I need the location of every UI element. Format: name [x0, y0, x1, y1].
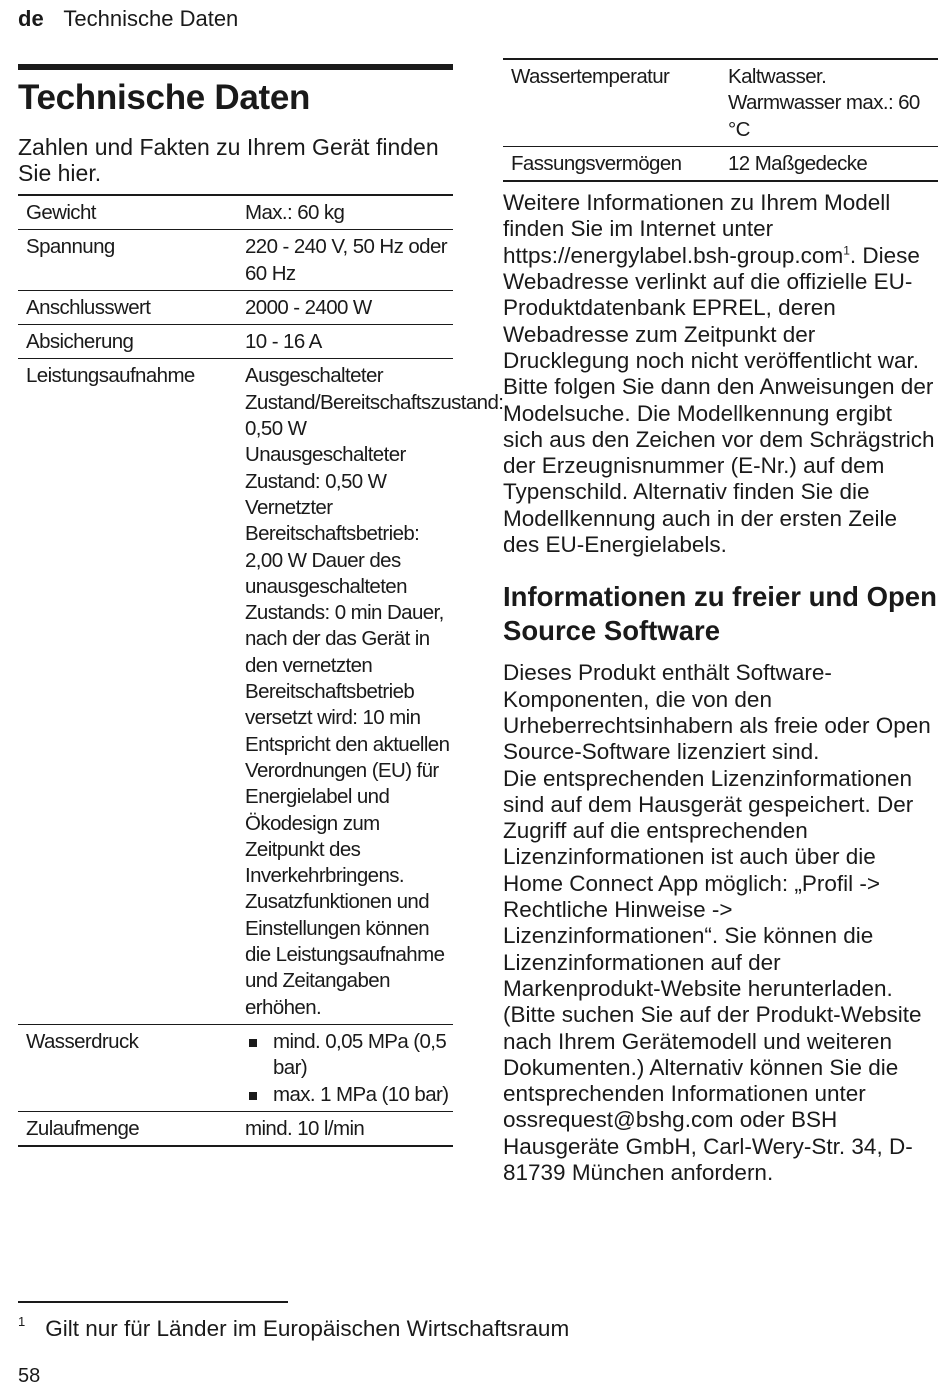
spec-label: Absicherung	[26, 330, 134, 354]
footnote-text: Gilt nur für Länder im Europäischen Wirtschaftsraum	[45, 1316, 570, 1341]
table-row-anschlusswert	[18, 290, 453, 324]
spec-label: Wasserdruck	[26, 1029, 139, 1053]
spec-value: 12 Maßgedecke	[728, 151, 868, 175]
intro-text: Zahlen und Fakten zu Ihrem Gerät finden Sie hier.	[18, 134, 439, 186]
bullet-list	[245, 1029, 453, 1108]
spec-value	[235, 1024, 453, 1111]
page-number: 58	[18, 1365, 41, 1387]
header-title: Technische Daten	[63, 6, 239, 31]
spec-value: mind. 10 l/min	[245, 1116, 365, 1140]
model-info-text: Weitere Informationen zu Ihrem Modell finden Sie im Internet unter https://energylabel.bsh-group.com	[503, 190, 891, 268]
spec-label: Fassungsvermögen	[511, 151, 682, 175]
footnote-ref: 1	[843, 243, 850, 258]
left-column	[18, 64, 504, 1147]
model-info-paragraph	[503, 190, 938, 558]
table-row-zulaufmenge	[18, 1111, 453, 1146]
spec-value: 220 - 240 V, 50 Hz oder 60 Hz	[245, 235, 447, 285]
page-header	[18, 6, 238, 32]
spec-table	[18, 194, 504, 1147]
spec-label: Zulaufmenge	[26, 1116, 140, 1140]
spec-label: Wassertemperatur	[511, 65, 670, 88]
page-title: Technische Daten	[18, 78, 311, 117]
spec-value: 2000 - 2400 W	[245, 295, 372, 319]
table-row-leistungsaufnahme	[18, 359, 453, 1024]
spec-label: Gewicht	[26, 201, 96, 224]
oss-paragraph: Dieses Produkt enthält Software-Komponenten, die von den Urheberrechtsinhabern als freie oder Open Source-Software lizenziert sind.	[503, 660, 931, 765]
table-row-gewicht	[18, 195, 453, 230]
spec-value: Kaltwasser. Warmwasser max.: 60 °C	[728, 65, 920, 141]
footnote	[18, 1316, 569, 1342]
license-paragraph: Die entsprechenden Lizenzinformationen sind auf dem Hausgerät gespeichert. Der Zugriff auf die entsprechenden Lizenzinformationen ist auch über die Home Connect App möglich: „Profil -> Rechtliche Hinweise -> Lizenzinformationen“. Sie können die Lizenzinformationen auf der Markenprodukt-Website herunterladen. (Bitte suchen Sie auf der Produkt-Website nach Ihrem Gerätemodell und weiteren Dokumenten.) Alternativ können Sie die entsprechenden Informationen unter ossrequest@bshg.com oder BSH Hausgeräte GmbH, Carl-Wery-Str. 34, D-81739 München anfordern.	[503, 765, 922, 1185]
footnote-number: 1	[18, 1314, 26, 1329]
right-column	[503, 58, 938, 1186]
spec-value: 10 - 16 A	[245, 330, 322, 354]
section-heading: Informationen zu freier und Open Source Software	[503, 581, 937, 647]
spec-value: Max.: 60 kg	[245, 201, 345, 224]
spec-table-continued	[503, 58, 938, 182]
table-row-spannung	[18, 230, 453, 291]
list-item: max. 1 MPa (10 bar)	[245, 1082, 453, 1108]
table-row-fassungsvermoegen	[503, 146, 938, 181]
footnote-rule	[18, 1301, 288, 1303]
table-row-wassertemperatur	[503, 59, 938, 146]
spec-label: Anschlusswert	[26, 295, 151, 319]
table-row-absicherung	[18, 325, 453, 359]
spec-label: Leistungsaufnahme	[26, 364, 195, 388]
table-row-wasserdruck	[18, 1024, 453, 1111]
title-rule	[18, 64, 453, 70]
spec-value: Ausgeschalteter Zustand/Bereitschaftszustand: 0,50 W Unausgeschalteter Zustand: 0,50 W Vernetzter Bereitschaftsbetrieb: 2,00 W Dauer des unausgeschalteten Zustands: 0 min Dauer, nach der das Gerät in den vernetzten Bereitschaftsbetrieb versetzt wird: 10 min Entspricht den aktuellen Verordnungen (EU) für Energielabel und Ökodesign zum Zeitpunkt des Inverkehrbringens. Zusatzfunktionen und Einstellungen können die Leistungsaufnahme und Zeitangaben erhöhen.	[245, 364, 504, 1019]
spec-label: Spannung	[26, 235, 115, 259]
list-item: mind. 0,05 MPa (0,5 bar)	[245, 1029, 453, 1082]
language-code: de	[18, 6, 44, 31]
model-info-text-rest: . Diese Webadresse verlinkt auf die offizielle EU-Produktdatenbank EPREL, deren Webadresse zum Zeitpunkt der Drucklegung noch nicht veröffentlicht war. Bitte folgen Sie dann den Anweisungen der Modelsuche. Die Modellkennung ergibt sich aus den Zeichen vor dem Schrägstrich der Erzeugnisnummer (E-Nr.) auf dem Typenschild. Alternativ finden Sie die Modellkennung auch in der ersten Zeile des EU-Energielabels.	[503, 242, 935, 558]
